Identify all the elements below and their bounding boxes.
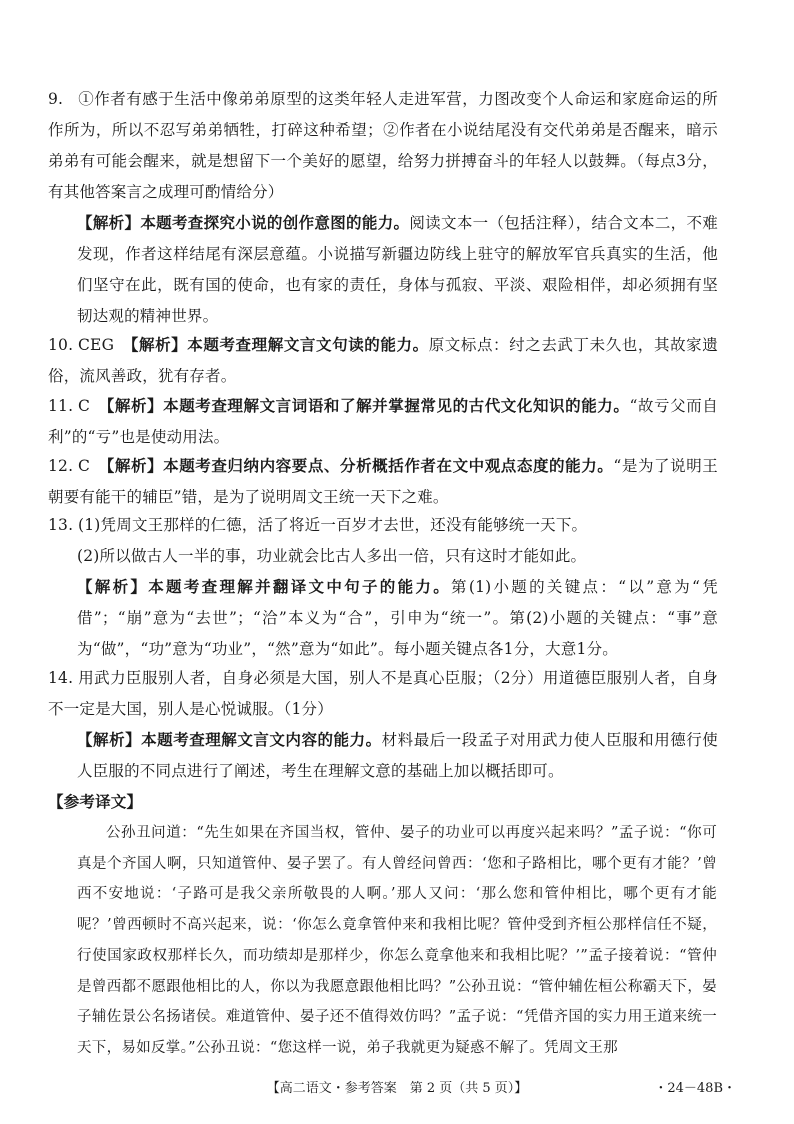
translation-text: 公孙丑问道：“先生如果在齐国当权，管仲、晏子的功业可以再度兴起来吗？”孟子说：“你可真是个齐国人啊，只知道管仲、晏子罢了。有人曾经问曾西：‘您和子路相比，哪个更有才能？’曾西不安地说：‘子路可是我父亲所敬畏的人啊。’那人又问：‘那么您和管仲相比，哪个更有才能呢？’曾西顿时不高兴起来，说：‘你怎么竟拿管仲来和我相比呢？管仲受到齐桓公那样信任不疑，行使国家政权那样长久，而功绩却是那样少，你怎么竟拿他来和我相比呢？’”孟子接着说：“管仲是曾西都不愿跟他相比的人，你以为我愿意跟他相比吗？”公孙丑说：“管仲辅佐桓公称霸天下，晏子辅佐景公名扬诸侯。难道管仲、晏子还不值得效仿吗？”孟子说：“凭借齐国的实力用王道来统一天下，易如反掌。”公孙丑说：“您这样一说，弟子我就更为疑惑不解了。凭周文王那 [77,825,717,1056]
question-10: 10. CEG 【解析】本题考查理解文言文句读的能力。原文标点：纣之去武丁未久也，其故家遗俗，流风善政，犹有存者。 [48,335,718,385]
page-footer [0,1078,794,1100]
question-13-analysis: 【解析】本题考查理解并翻译文中句子的能力。第(1)小题的关键点：“以”意为“凭借”；“崩”意为“去世”；“洽”本义为“合”，引申为“统一”。第(2)小题的关键点：“事”意为“做”，“功”意为“功业”，“然”意为“如此”。每小题关键点各1分，大意1分。 [77,577,718,658]
question-9-answer: 9. ①作者有感于生活中像弟弟原型的这类年轻人走进军营，力图改变个人命运和家庭命运的所作所为，所以不忍写弟弟牺牲，打碎这种希望；②作者在小说结尾没有交代弟弟是否醒来，暗示弟弟有可能会醒来，就是想留下一个美好的愿望，给努力拼搏奋斗的年轻人以鼓舞。（每点3分，有其他答案言之成理可酌情给分） [48,90,718,201]
question-9-analysis: 【解析】本题考查探究小说的创作意图的能力。阅读文本一（包括注释），结合文本二，不难发现，作者这样结尾有深层意蕴。小说描写新疆边防线上驻守的解放军官兵真实的生活，他们坚守在此，既有国的使命，也有家的责任，身体与孤寂、平淡、艰险相伴，却必须拥有坚韧达观的精神世界。 [77,213,718,325]
question-12: 12. C 【解析】本题考查归纳内容要点、分析概括作者在文中观点态度的能力。“是为了说明王朝要有能干的辅臣”错，是为了说明周文王统一天下之难。 [48,456,719,506]
translation-heading: 【参考译文】 [48,792,143,811]
question-13-answer-1: 13. (1)凭周文王那样的仁德，活了将近一百岁才去世，还没有能够统一天下。 [48,516,588,534]
footer-page-info: 【高二语文・参考答案 第 2 页（共 5 页）】 [266,1081,528,1096]
question-13-answer-2: (2)所以做古人一半的事，功业就会比古人多出一倍，只有这时才能如此。 [77,547,587,565]
question-14-answer: 14. 用武力臣服别人者，自身必须是大国，别人不是真心臣服；（2分）用道德臣服别人者，自身不一定是大国，别人是心悦诚服。（1分） [48,669,718,718]
footer-exam-code: ・24－48B・ [654,1081,736,1096]
question-11: 11. C 【解析】本题考查理解文言词语和了解并掌握常见的古代文化知识的能力。“故亏父而自利”的“亏”也是使动用法。 [48,396,718,446]
question-14-analysis: 【解析】本题考查理解文言文内容的能力。材料最后一段孟子对用武力使人臣服和用德行使人臣服的不同点进行了阐述，考生在理解文意的基础上加以概括即可。 [77,730,718,780]
